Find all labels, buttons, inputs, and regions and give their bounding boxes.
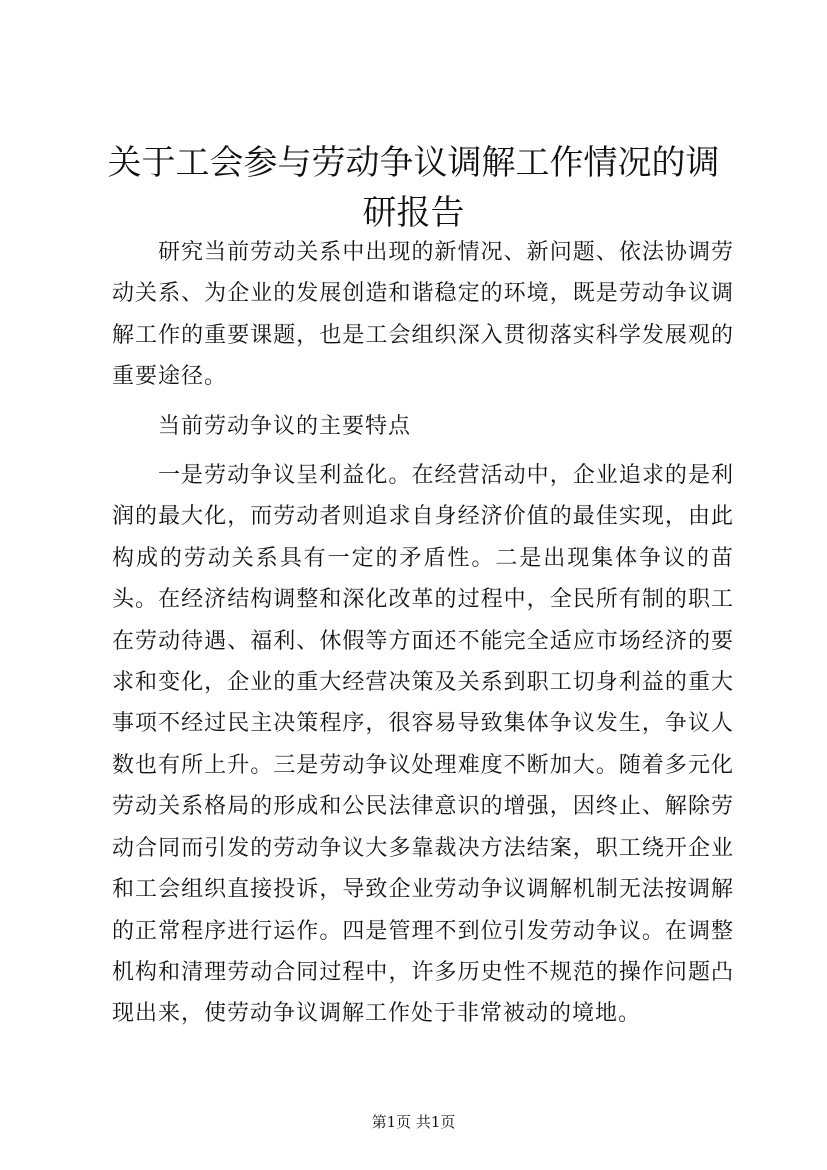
intro-paragraph: 研究当前劳动关系中出现的新情况、新问题、依法协调劳动关系、为企业的发展创造和谐稳定的环境，既是劳动争议调解工作的重要课题，也是工会组织深入贯彻落实科学发展观的重要途径。 bbox=[112, 240, 734, 390]
document-body bbox=[112, 232, 734, 1035]
document-title: 关于工会参与劳动争议调解工作情况的调研报告 bbox=[107, 143, 720, 233]
page-footer: 第1页 共1页 bbox=[371, 1113, 456, 1131]
features-paragraph: 一是劳动争议呈利益化。在经营活动中，企业追求的是利润的最大化，而劳动者则追求自身经济价值的最佳实现，由此构成的劳动关系具有一定的矛盾性。二是出现集体争议的苗头。在经济结构调整和深化改革的过程中，全民所有制的职工在劳动待遇、福利、休假等方面还不能完全适应市场经济的要求和变化，企业的重大经营决策及关系到职工切身利益的重大事项不经过民主决策程序，很容易导致集体争议发生，争议人数也有所上升。三是劳动争议处理难度不断加大。随着多元化劳动关系格局的形成和公民法律意识的增强，因终止、解除劳动合同而引发的劳动争议大多靠裁决方法结案，职工绕开企业和工会组织直接投诉，导致企业劳动争议调解机制无法按调解的正常程序进行运作。四是管理不到位引发劳动争议。在调整机构和清理劳动合同过程中，许多历史性不规范的操作问题凸现出来，使劳动争议调解工作处于非常被动的境地。 bbox=[112, 463, 734, 1027]
section-heading: 当前劳动争议的主要特点 bbox=[158, 413, 412, 439]
